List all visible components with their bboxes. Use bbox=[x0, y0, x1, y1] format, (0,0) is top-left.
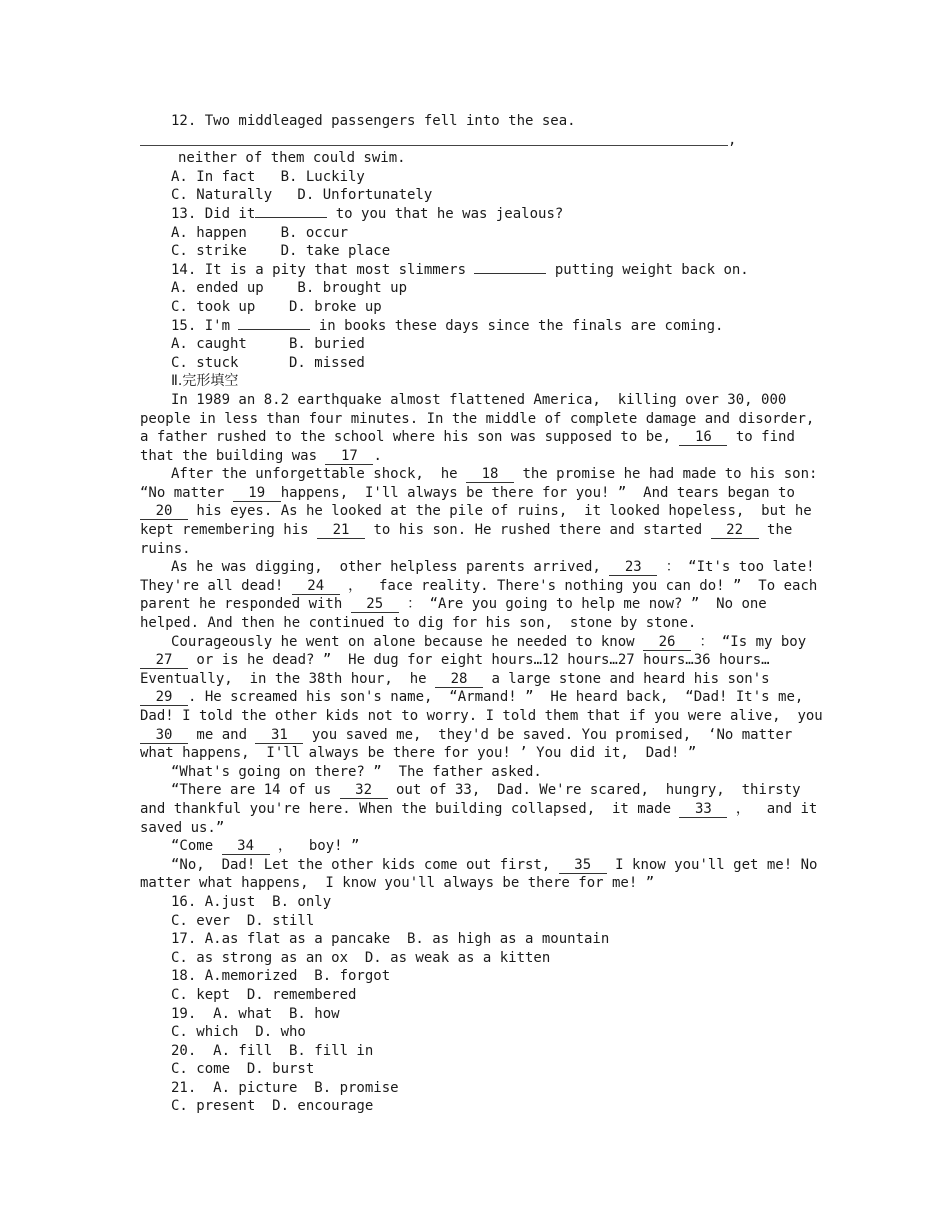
passage-line: Courageously he went on alone because he needed to know 26 ： “Is my boy bbox=[171, 633, 807, 650]
question-12-stem: 12. Two middleaged passengers fell into the sea. bbox=[171, 113, 576, 129]
passage-line: “No, Dad! Let the other kids come out first, 35 I know you'll get me! No bbox=[171, 856, 818, 873]
blank-31: 31 bbox=[255, 728, 303, 744]
question-13-options-cd: C. strike D. take place bbox=[171, 243, 391, 260]
blank-27: 27 bbox=[140, 653, 188, 669]
question-15-options-cd: C. stuck D. missed bbox=[171, 354, 365, 371]
document-page bbox=[140, 112, 823, 1116]
passage-line: parent he responded with 25 ： “Are you going to help me now? ” No one bbox=[140, 596, 767, 613]
blank-25: 25 bbox=[351, 597, 399, 613]
passage-line: 30 me and 31 you saved me, they'd be saved. You promised, ‘No matter bbox=[140, 726, 820, 745]
blank-26: 26 bbox=[643, 635, 691, 651]
passage-line: ruins. bbox=[140, 540, 191, 557]
answer-blank bbox=[474, 273, 546, 274]
option-19-cd: C. which D. who bbox=[171, 1024, 306, 1041]
blank-16: 16 bbox=[679, 430, 727, 446]
blank-22: 22 bbox=[711, 523, 759, 539]
blank-32: 32 bbox=[340, 783, 388, 799]
passage-line: In 1989 an 8.2 earthquake almost flattened America, killing over 30, 000 bbox=[171, 391, 787, 408]
option-18-ab: 18. A.memorized B. forgot bbox=[171, 968, 391, 985]
question-14-options-cd: C. took up D. broke up bbox=[171, 298, 382, 315]
answer-underline bbox=[140, 145, 728, 146]
question-14-options-ab: A. ended up B. brought up bbox=[171, 280, 408, 297]
blank-29: 29 bbox=[140, 690, 188, 706]
option-16-cd: C. ever D. still bbox=[171, 912, 315, 929]
blank-17: 17 bbox=[325, 449, 373, 465]
question-12-tail: neither of them could swim. bbox=[178, 150, 406, 167]
blank-18: 18 bbox=[466, 467, 514, 483]
blank-33: 33 bbox=[679, 802, 727, 818]
passage-line: “Come 34 ， boy! ” bbox=[171, 838, 360, 855]
passage-line: 20 his eyes. As he looked at the pile of ruins, it looked hopeless, but he bbox=[140, 502, 820, 521]
question-12-options-cd: C. Naturally D. Unfortunately bbox=[171, 187, 433, 204]
answer-blank bbox=[255, 217, 327, 218]
option-19-ab: 19. A. what B. how bbox=[171, 1005, 340, 1022]
passage-line: They're all dead! 24 ， face reality. There's nothing you can do! ” To each bbox=[140, 577, 818, 594]
passage-line: saved us.” bbox=[140, 819, 225, 836]
passage-line: 27 or is he dead? ” He dug for eight hours…12 hours…27 hours…36 hours… bbox=[140, 651, 820, 670]
question-12-answer-line bbox=[140, 131, 820, 150]
passage-line: matter what happens, I know you'll always be there for me! ” bbox=[140, 875, 655, 892]
passage-line: “No matter 19 happens, I'll always be there for you! ” And tears began to bbox=[140, 484, 795, 501]
blank-19: 19 bbox=[233, 486, 281, 502]
answer-blank bbox=[238, 329, 310, 330]
blank-20: 20 bbox=[140, 504, 188, 520]
passage-line: a father rushed to the school where his son was supposed to be, 16 to find bbox=[140, 429, 795, 446]
option-21-ab: 21. A. picture B. promise bbox=[171, 1079, 399, 1096]
blank-24: 24 bbox=[292, 579, 340, 595]
question-12-options-ab: A. In fact B. Luckily bbox=[171, 168, 365, 185]
passage-line: people in less than four minutes. In the middle of complete damage and disorder, bbox=[140, 410, 815, 427]
answer-line-comma: , bbox=[728, 131, 737, 148]
passage-line: and thankful you're here. When the building collapsed, it made 33 ， and it bbox=[140, 800, 818, 817]
passage-line: Dad! I told the other kids not to worry. I told them that if you were alive, you bbox=[140, 708, 823, 724]
question-14-stem: 14. It is a pity that most slimmers putting weight back on. bbox=[171, 261, 749, 278]
blank-28: 28 bbox=[435, 672, 483, 688]
option-17-cd: C. as strong as an ox D. as weak as a kitten bbox=[171, 949, 551, 966]
option-21-cd: C. present D. encourage bbox=[171, 1098, 374, 1115]
blank-30: 30 bbox=[140, 728, 188, 744]
question-15-options-ab: A. caught B. buried bbox=[171, 336, 365, 353]
blank-34: 34 bbox=[222, 839, 270, 855]
section-heading: Ⅱ.完形填空 bbox=[171, 373, 239, 390]
passage-line: As he was digging, other helpless parents arrived, 23 ： “It's too late! bbox=[171, 559, 815, 576]
question-15-stem: 15. I'm in books these days since the finals are coming. bbox=[171, 317, 724, 334]
passage-line: helped. And then he continued to dig for his son, stone by stone. bbox=[140, 615, 697, 632]
option-20-ab: 20. A. fill B. fill in bbox=[171, 1042, 374, 1059]
passage-line: what happens, I'll always be there for you! ’ You did it, Dad! ” bbox=[140, 745, 697, 762]
passage-line: After the unforgettable shock, he 18 the promise he had made to his son: bbox=[171, 466, 818, 483]
option-20-cd: C. come D. burst bbox=[171, 1061, 315, 1078]
passage-line: “What's going on there? ” The father asked. bbox=[171, 763, 542, 780]
passage-line: 29 . He screamed his son's name, “Armand! ” He heard back, “Dad! It's me, bbox=[140, 688, 820, 707]
blank-35: 35 bbox=[559, 858, 607, 874]
passage-line: that the building was 17 . bbox=[140, 447, 382, 464]
passage-line: “There are 14 of us 32 out of 33, Dad. We're scared, hungry, thirsty bbox=[171, 782, 801, 799]
blank-21: 21 bbox=[317, 523, 365, 539]
option-16-ab: 16. A.just B. only bbox=[171, 893, 332, 910]
question-13-options-ab: A. happen B. occur bbox=[171, 224, 349, 241]
blank-23: 23 bbox=[609, 560, 657, 576]
option-17-ab: 17. A.as flat as a pancake B. as high as a mountain bbox=[171, 931, 610, 948]
passage-line: kept remembering his 21 to his son. He rushed there and started 22 the bbox=[140, 522, 793, 539]
question-13-stem: 13. Did it to you that he was jealous? bbox=[171, 205, 564, 222]
passage-line: Eventually, in the 38th hour, he 28 a large stone and heard his son's bbox=[140, 670, 770, 687]
option-18-cd: C. kept D. remembered bbox=[171, 986, 357, 1003]
